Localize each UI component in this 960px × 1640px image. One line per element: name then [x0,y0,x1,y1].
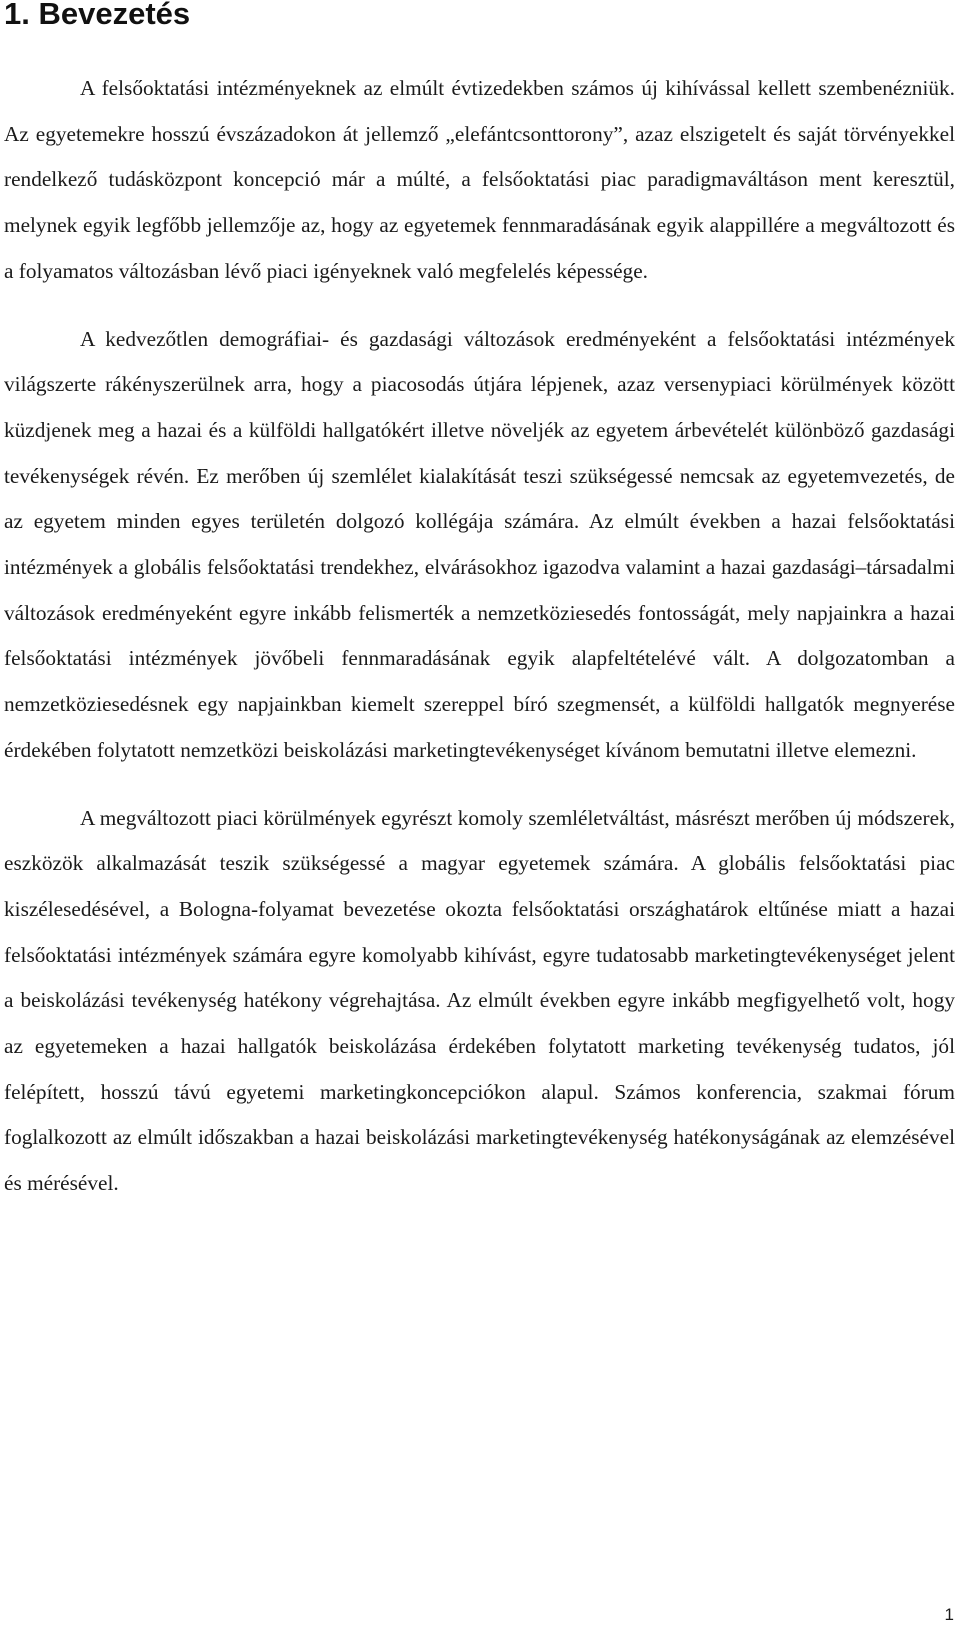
body-text [4,66,955,1207]
paragraph-1: A felsőoktatási intézményeknek az elmúlt évtizedekben számos új kihívással kellett szembenézniük. Az egyetemekre hosszú évszázadokon át jellemző „elefántcsonttorony”, azaz elszigetelt és saját törvényekkel rendelkező tudásközpont koncepció már a múlté, a felsőoktatási piac paradigmaváltáson ment keresztül, melynek egyik legfőbb jellemzője az, hogy az egyetemek fennmaradásának egyik alappillére a megváltozott és a folyamatos változásban lévő piaci igényeknek való megfelelés képessége. [4,76,955,283]
paragraph-3: A megváltozott piaci körülmények egyrészt komoly szemléletváltást, másrészt merőben új módszerek, eszközök alkalmazását teszik szükségessé a magyar egyetemek számára. A globális felsőoktatási piac kiszélesedésével, a Bologna-folyamat bevezetése okozta felsőoktatási országhatárok eltűnése miatt a hazai felsőoktatási intézmények számára egyre komolyabb kihívást, egyre tudatosabb marketingtevékenységet jelent a beiskolázási tevékenység hatékony végrehajtása. Az elmúlt években egyre inkább megfigyelhető volt, hogy az egyetemeken a hazai hallgatók beiskolázása érdekében folytatott marketing tevékenység tudatos, jól felépített, hosszú távú egyetemi marketingkoncepciókon alapul. Számos konferencia, szakmai fórum foglalkozott az elmúlt időszakban a hazai beiskolázási marketingtevékenység hatékonyságának az elemzésével és mérésével. [4,805,955,1196]
page-number: 1 [944,1605,954,1624]
section-heading: 1. Bevezetés [4,0,191,31]
paragraph-2: A kedvezőtlen demográfiai- és gazdasági változások eredményeként a felsőoktatási intézmények világszerte rákényszerülnek arra, hogy a piacosodás útjára lépjenek, azaz versenypiaci körülmények között küzdjenek meg a hazai és a külföldi hallgatókért illetve növeljék az egyetem árbevételét különböző gazdasági tevékenységek révén. Ez merőben új szemlélet kialakítását teszi szükségessé nemcsak az egyetemvezetés, de az egyetem minden egyes területén dolgozó kollégája számára. Az elmúlt években a hazai felsőoktatási intézmények a globális felsőoktatási trendekhez, elvárásokhoz igazodva valamint a hazai gazdasági–társadalmi változások eredményeként egyre inkább felismerték a nemzetköziesedés fontosságát, mely napjainkra a hazai felsőoktatási intézmények jövőbeli fennmaradásának egyik alapfeltételévé vált. A dolgozatomban a nemzetköziesedésnek egy napjainkban kiemelt szereppel bíró szegmensét, a külföldi hallgatók megnyerése érdekében folytatott nemzetközi beiskolázási marketingtevékenységet kívánom bemutatni illetve elemezni. [4,326,955,762]
